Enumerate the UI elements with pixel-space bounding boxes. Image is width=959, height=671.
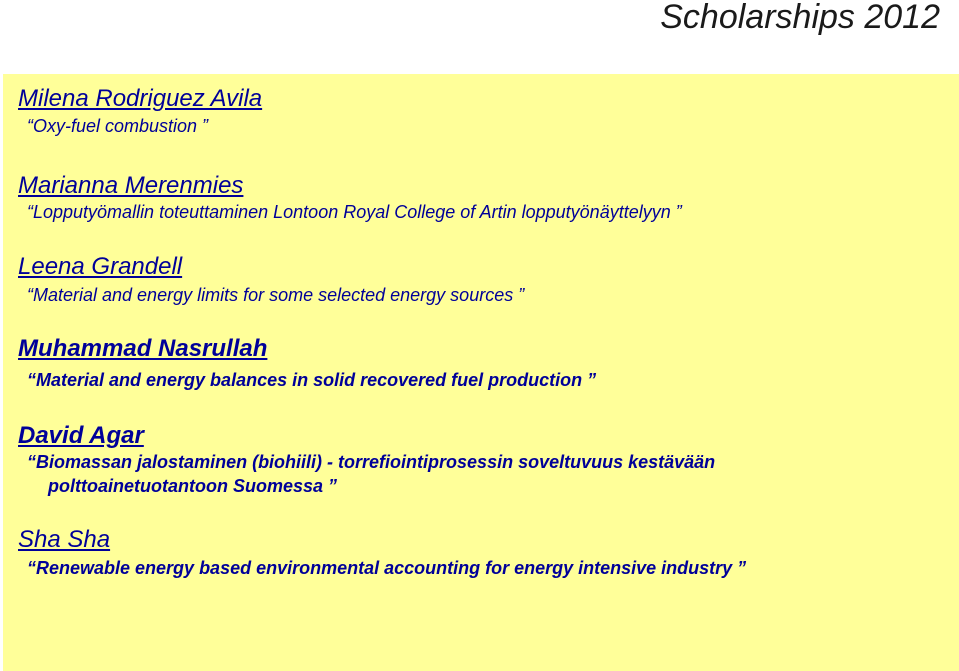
thesis-topic: “Oxy-fuel combustion ” <box>27 116 209 136</box>
thesis-topic-line: polttoainetuotantoon Suomessa ” <box>48 476 338 496</box>
recipient-name: Leena Grandell <box>18 253 183 280</box>
scholarship-entry <box>18 336 596 392</box>
thesis-topic-line: “Biomassan jalostaminen (biohiili) - torrefiointiprosessin soveltuvuus kestävään <box>27 452 716 472</box>
recipient-name: David Agar <box>18 422 144 449</box>
thesis-topic: “Material and energy balances in solid recovered fuel production ” <box>27 370 597 390</box>
recipient-name: Muhammad Nasrullah <box>18 335 268 362</box>
scholarship-entry <box>18 423 715 498</box>
scholarship-entry <box>18 254 524 307</box>
recipient-name: Marianna Merenmies <box>18 172 244 199</box>
scholarship-entry <box>18 86 262 138</box>
thesis-topic: “Material and energy limits for some selected energy sources ” <box>27 285 525 305</box>
scholarship-panel <box>3 74 959 671</box>
thesis-topic: “Renewable energy based environmental accounting for energy intensive industry ” <box>27 558 747 578</box>
scholarship-entry <box>18 173 682 224</box>
recipient-name: Sha Sha <box>18 526 111 553</box>
thesis-topic: “Lopputyömallin toteuttaminen Lontoon Royal College of Artin lopputyönäyttelyyn ” <box>27 202 682 222</box>
recipient-name: Milena Rodriguez Avila <box>18 85 263 112</box>
page-title: Scholarships 2012 <box>660 0 940 36</box>
scholarship-entry <box>18 527 746 580</box>
thesis-topic <box>27 450 715 498</box>
